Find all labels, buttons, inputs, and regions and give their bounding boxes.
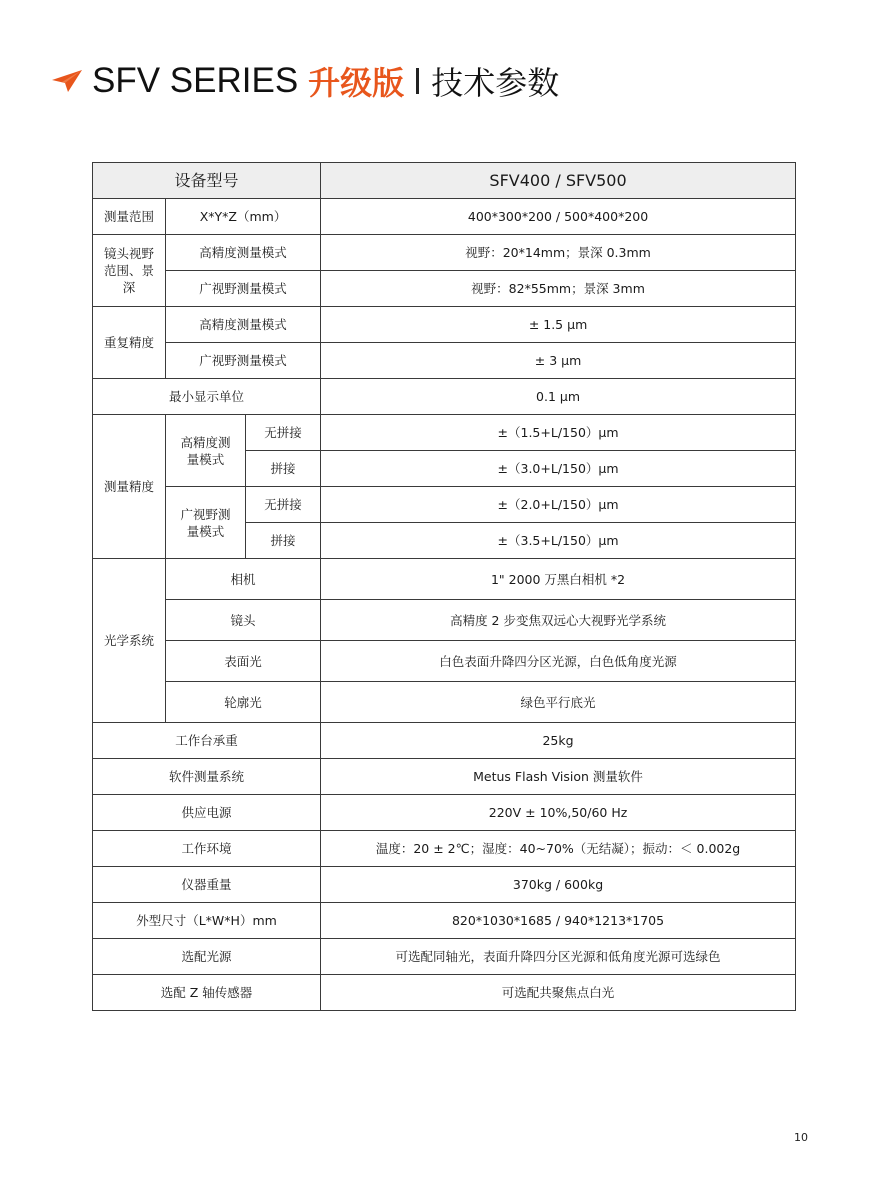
table-row	[93, 759, 796, 795]
table-row	[93, 343, 796, 379]
page-number: 10	[794, 1131, 808, 1144]
page-title: SFV SERIES	[92, 61, 299, 100]
row-label: 光学系统	[93, 559, 166, 723]
row-label: 选配 Z 轴传感器	[93, 975, 321, 1011]
row-value: 视野：20*14mm；景深 0.3mm	[321, 235, 796, 271]
table-row	[93, 975, 796, 1011]
title-divider	[416, 68, 419, 94]
row-label: 软件测量系统	[93, 759, 321, 795]
table-row	[93, 199, 796, 235]
table-row	[93, 379, 796, 415]
row-mode: 广视野测量模式	[166, 271, 321, 307]
table-row	[93, 795, 796, 831]
row-value: 温度：20 ± 2℃；湿度：40~70%（无结凝）；振动：＜ 0.002g	[321, 831, 796, 867]
row-value: 370kg / 600kg	[321, 867, 796, 903]
table-row	[93, 903, 796, 939]
row-value: 绿色平行底光	[321, 682, 796, 723]
table-row	[93, 307, 796, 343]
row-value: 1" 2000 万黑白相机 *2	[321, 559, 796, 600]
row-mode: 广视野测量模式	[166, 343, 321, 379]
row-value: ±（1.5+L/150）μm	[321, 415, 796, 451]
row-value: 高精度 2 步变焦双远心大视野光学系统	[321, 600, 796, 641]
row-value: 可选配同轴光，表面升降四分区光源和低角度光源可选绿色	[321, 939, 796, 975]
spec-table	[92, 162, 796, 1011]
header-value: SFV400 / SFV500	[321, 163, 796, 199]
row-mode: 高精度测量模式	[166, 307, 321, 343]
table-row	[93, 415, 796, 451]
row-value: ±（2.0+L/150）μm	[321, 487, 796, 523]
row-label: 最小显示单位	[93, 379, 321, 415]
table-row	[93, 867, 796, 903]
table-row	[93, 723, 796, 759]
row-label: 工作台承重	[93, 723, 321, 759]
row-label: 供应电源	[93, 795, 321, 831]
row-value: ± 1.5 μm	[321, 307, 796, 343]
table-row	[93, 600, 796, 641]
title-subtitle: 技术参数	[431, 64, 560, 102]
table-row	[93, 559, 796, 600]
row-value: 可选配共聚焦点白光	[321, 975, 796, 1011]
table-row	[93, 487, 796, 523]
row-item: 表面光	[166, 641, 321, 682]
row-value: 白色表面升降四分区光源，白色低角度光源	[321, 641, 796, 682]
row-label: 仪器重量	[93, 867, 321, 903]
row-value: 220V ± 10%,50/60 Hz	[321, 795, 796, 831]
row-sublabel: 拼接	[246, 451, 321, 487]
row-value: Metus Flash Vision 测量软件	[321, 759, 796, 795]
title-accent: 升级版	[308, 64, 405, 102]
row-sublabel: 拼接	[246, 523, 321, 559]
table-row	[93, 235, 796, 271]
row-value: 0.1 μm	[321, 379, 796, 415]
table-header-row	[93, 163, 796, 199]
row-value: ±（3.5+L/150）μm	[321, 523, 796, 559]
row-label: 测量精度	[93, 415, 166, 559]
table-row	[93, 641, 796, 682]
row-label: 选配光源	[93, 939, 321, 975]
row-label: 工作环境	[93, 831, 321, 867]
row-value: 25kg	[321, 723, 796, 759]
row-mode: 高精度测量模式	[166, 235, 321, 271]
row-item: 相机	[166, 559, 321, 600]
header-label: 设备型号	[93, 163, 321, 199]
paper-plane-arrow-icon	[52, 70, 82, 92]
row-value: 820*1030*1685 / 940*1213*1705	[321, 903, 796, 939]
row-item: 轮廓光	[166, 682, 321, 723]
row-label: 镜头视野范围、景深	[93, 235, 166, 307]
row-value: ± 3 μm	[321, 343, 796, 379]
row-mode: 广视野测量模式	[166, 487, 246, 559]
row-label: 外型尺寸（L*W*H）mm	[93, 903, 321, 939]
row-label: 重复精度	[93, 307, 166, 379]
page-header	[52, 56, 559, 106]
row-mode: 高精度测量模式	[166, 415, 246, 487]
row-item: 镜头	[166, 600, 321, 641]
row-label: 测量范围	[93, 199, 166, 235]
table-row	[93, 682, 796, 723]
table-row	[93, 831, 796, 867]
table-row	[93, 939, 796, 975]
table-row	[93, 271, 796, 307]
row-value: 视野：82*55mm；景深 3mm	[321, 271, 796, 307]
row-sublabel: 无拼接	[246, 415, 321, 451]
row-sublabel: X*Y*Z（mm）	[166, 199, 321, 235]
row-value: 400*300*200 / 500*400*200	[321, 199, 796, 235]
row-value: ±（3.0+L/150）μm	[321, 451, 796, 487]
row-sublabel: 无拼接	[246, 487, 321, 523]
